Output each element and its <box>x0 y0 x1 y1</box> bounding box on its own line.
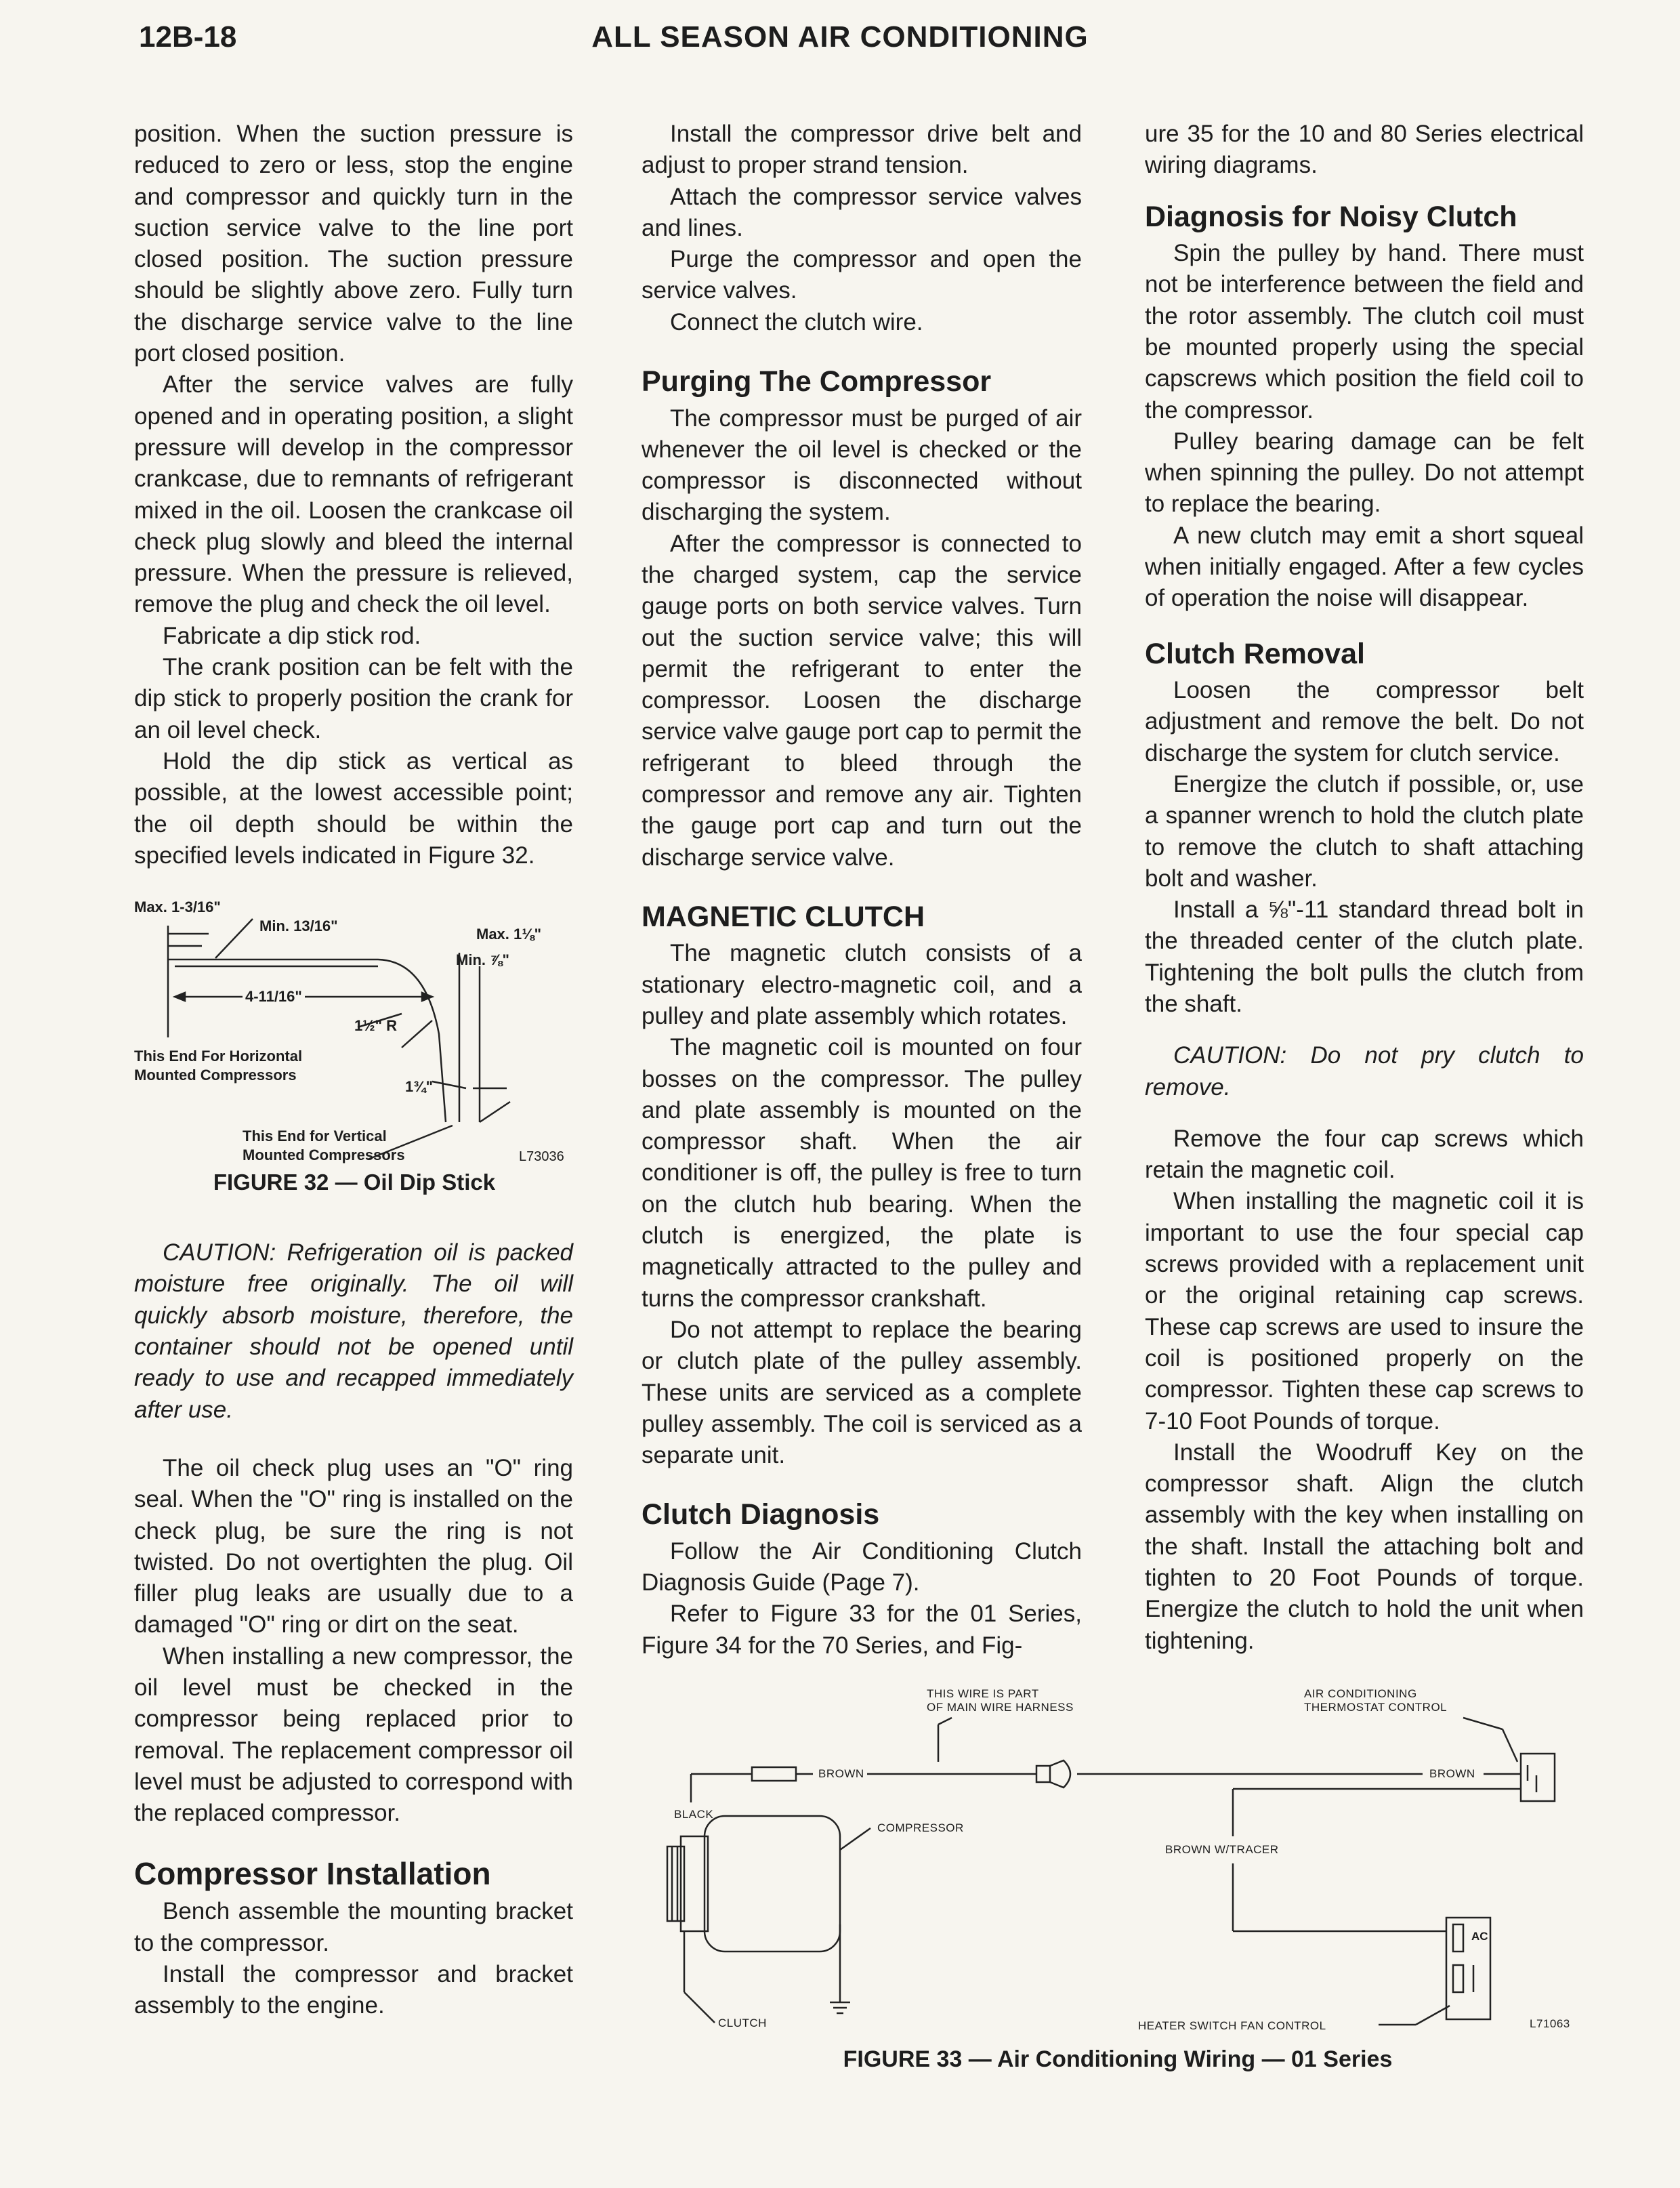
paragraph: After the compressor is connected to the charged system, cap the service gauge ports on both service valves. Turn out the suction service valve; this will permit the refrigerant to enter the compressor. Loosen the discharge service valve gauge port cap to permit the refrigerant to bleed through the compressor and remove any air. Tighten the gauge port cap and turn out the discharge service valve. <box>642 530 1082 871</box>
paragraph: Bench assemble the mounting bracket to the compressor. <box>134 1898 573 1956</box>
page-number: 12B-18 <box>139 20 237 54</box>
paragraph: ure 35 for the 10 and 80 Series electrical wiring diagrams. <box>1145 121 1584 179</box>
paragraph: Install the compressor and bracket assembly to the engine. <box>134 1960 573 2019</box>
paragraph: Purge the compressor and open the service valves. <box>642 246 1082 304</box>
radius-label: 1½" R <box>354 1017 398 1035</box>
column-middle <box>642 119 1082 1661</box>
column-left <box>134 119 573 2022</box>
paragraph: Follow the Air Conditioning Clutch Diagnosis Guide (Page 7). <box>642 1537 1082 1596</box>
paragraph: Hold the dip stick as vertical as possible, at the lowest accessible point; the oil depth should be within the specified levels indicated in Figure 32. <box>134 747 573 869</box>
wire-note-label-1: THIS WIRE IS PART <box>927 1687 1039 1700</box>
paragraph: Energize the clutch if possible, or, use a spanner wrench to hold the clutch plate to remove the clutch to shaft attaching bolt and washer. <box>1145 770 1584 892</box>
max-top-label: Max. 1-3/16" <box>134 899 221 916</box>
caution-note: CAUTION: Refrigeration oil is packed moisture free originally. The oil will quickly absorb moisture, therefore, the container should not be opened until ready to use and recapped immediately after use. <box>134 1239 573 1423</box>
section-heading: Compressor Installation <box>134 1856 491 1892</box>
horizontal-end-label-1: This End For Horizontal <box>134 1048 303 1065</box>
paragraph: Attach the compressor service valves and lines. <box>642 183 1082 241</box>
figure-32-oil-dip-stick <box>134 899 574 1224</box>
page-title: ALL SEASON AIR CONDITIONING <box>591 20 1089 54</box>
paragraph: Connect the clutch wire. <box>670 308 923 335</box>
figure-id: L71063 <box>1530 2017 1570 2030</box>
wiring-diagram <box>644 1680 1592 2046</box>
section-heading: MAGNETIC CLUTCH <box>642 900 925 933</box>
section-heading: Clutch Diagnosis <box>642 1498 880 1531</box>
horizontal-end-label-2: Mounted Compressors <box>134 1067 297 1084</box>
width-label: 1¾" <box>405 1078 434 1096</box>
min-right-label: Min. ⅞" <box>456 951 509 969</box>
section-heading: Purging The Compressor <box>642 365 992 398</box>
length-label: 4-11/16" <box>243 988 305 1006</box>
paragraph: Fabricate a dip stick rod. <box>163 622 421 649</box>
paragraph: The magnetic clutch consists of a stationary electro-magnetic coil, and a pulley and plate assembly which rotates. <box>642 940 1082 1029</box>
paragraph: Refer to Figure 33 for the 01 Series, Figure 34 for the 70 Series, and Fig- <box>642 1601 1082 1659</box>
paragraph: The crank position can be felt with the dip stick to properly position the crank for an oil level check. <box>134 654 573 743</box>
paragraph: After the service valves are fully opened and in operating position, a slight pressure will develop in the compressor crankcase, due to remnants of refrigerant mixed in the oil. Loosen the crankcase oil check plug slowly and bleed the internal pressure. When the pressure is relieved, remove the plug and check the oil level. <box>134 371 573 618</box>
wire-note-label-2: OF MAIN WIRE HARNESS <box>927 1701 1074 1714</box>
black-wire-label: BLACK <box>674 1808 714 1821</box>
paragraph: Remove the four cap screws which retain the magnetic coil. <box>1145 1125 1584 1184</box>
brown-wire-label: BROWN <box>818 1767 864 1780</box>
caution-note: CAUTION: Do not pry clutch to remove. <box>1145 1042 1584 1100</box>
paragraph: Pulley bearing damage can be felt when spinning the pulley. Do not attempt to replace the bearing. <box>1145 428 1584 518</box>
figure-id: L73036 <box>519 1149 564 1165</box>
section-heading: Clutch Removal <box>1145 637 1365 670</box>
paragraph: Install a ⅝"-11 standard thread bolt in the threaded center of the clutch plate. Tightening the bolt pulls the clutch from the shaft. <box>1145 896 1584 1017</box>
clutch-label: CLUTCH <box>718 2017 767 2029</box>
page-header <box>0 20 1680 68</box>
ac-label: AC <box>1471 1930 1488 1943</box>
compressor-label: COMPRESSOR <box>877 1821 964 1834</box>
paragraph: The magnetic coil is mounted on four bosses on the compressor. The pulley and plate assembly is mounted on the compressor shaft. When the air conditioner is off, the pulley is free to turn on the clutch hub bearing. When the clutch is energized, the plate is magnetically attracted to the pulley and turns the compressor crankshaft. <box>642 1034 1082 1312</box>
figure-caption: FIGURE 33 — Air Conditioning Wiring — 01 Series <box>843 2046 1393 2072</box>
paragraph: The oil check plug uses an "O" ring seal. When the "O" ring is installed on the check plug, be sure the ring is not twisted. Do not overtighten the plug. Oil filler plug leaks are usually due to a damaged "O" ring or dirt on the seat. <box>134 1454 573 1638</box>
section-heading: Diagnosis for Noisy Clutch <box>1145 200 1517 233</box>
paragraph: When installing the magnetic coil it is important to use the four special cap screws provided with a replacement unit or the original retaining cap screws. These cap screws are used to insure the coil is positioned properly on the compressor. Tighten these cap screws to 7-10 Foot Pounds of torque. <box>1145 1188 1584 1434</box>
paragraph: The compressor must be purged of air whenever the oil level is checked or the compressor is disconnected without discharging the system. <box>642 405 1082 526</box>
min-top-label: Min. 13/16" <box>259 917 338 935</box>
figure-33-wiring-diagram <box>644 1680 1592 2087</box>
brown-wire-label: BROWN <box>1429 1767 1475 1780</box>
paragraph: position. When the suction pressure is reduced to zero or less, stop the engine and compressor and quickly turn in the suction service valve to the line port closed position. The suction pressure should be slightly above zero. Fully turn the discharge service valve to the line port closed position. <box>134 121 573 367</box>
paragraph: Loosen the compressor belt adjustment and remove the belt. Do not discharge the system for clutch service. <box>1145 677 1584 766</box>
column-right <box>1145 119 1584 1657</box>
brown-tracer-label: BROWN W/TRACER <box>1165 1843 1279 1856</box>
vertical-end-label-1: This End for Vertical <box>243 1128 387 1145</box>
paragraph: When installing a new compressor, the oil level must be checked in the compressor being replaced prior to removal. The replacement compressor oil level must be adjusted to correspond with the replaced compressor. <box>134 1643 573 1827</box>
max-right-label: Max. 1⅛" <box>476 926 542 943</box>
heater-switch-label: HEATER SWITCH FAN CONTROL <box>1138 2019 1326 2032</box>
thermostat-label-1: AIR CONDITIONING <box>1304 1687 1417 1700</box>
figure-caption: FIGURE 32 — Oil Dip Stick <box>213 1170 496 1195</box>
paragraph: Spin the pulley by hand. There must not be interference between the field and the rotor assembly. The clutch coil must be mounted properly using the special capscrews which position the field coil to the compressor. <box>1145 240 1584 424</box>
thermostat-label-2: THERMOSTAT CONTROL <box>1304 1701 1448 1714</box>
paragraph: Do not attempt to replace the bearing or clutch plate of the pulley assembly. These units are serviced as a complete pulley assembly. The coil is serviced as a separate unit. <box>642 1316 1082 1469</box>
paragraph: Install the Woodruff Key on the compressor shaft. Align the clutch assembly with the key when installing on the shaft. Install the attaching bolt and tighten to 20 Foot Pounds of torque. Energize the clutch to hold the unit when tightening. <box>1145 1439 1584 1654</box>
paragraph: A new clutch may emit a short squeal when initially engaged. After a few cycles of operation the noise will disappear. <box>1145 522 1584 612</box>
vertical-end-label-2: Mounted Compressors <box>243 1147 405 1164</box>
paragraph: Install the compressor drive belt and adjust to proper strand tension. <box>642 121 1082 179</box>
